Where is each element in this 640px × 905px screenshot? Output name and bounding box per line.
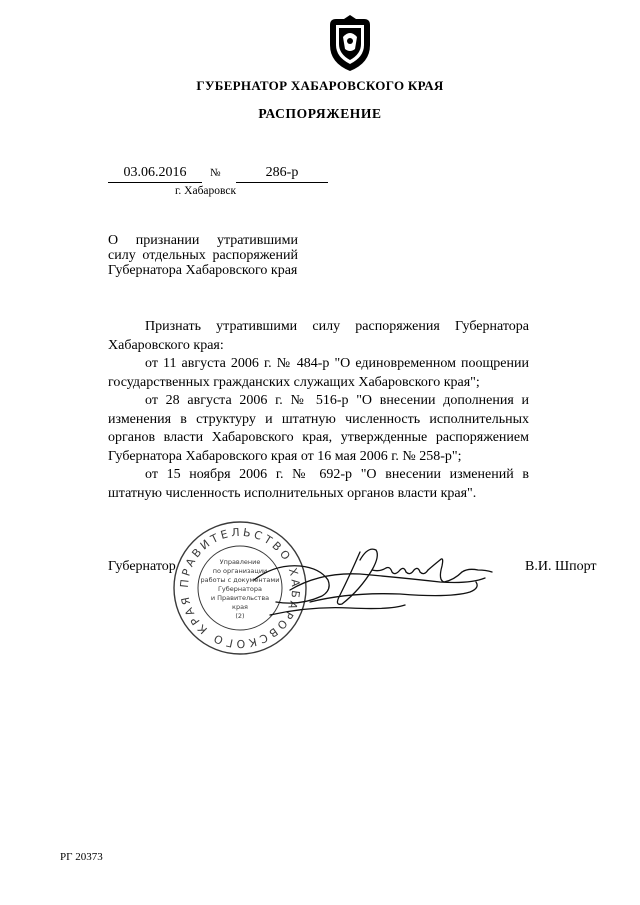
body-paragraph: Признать утратившими силу распоряжения Губернатора Хабаровского края:: [108, 319, 529, 353]
number-sign: №: [210, 167, 221, 179]
body-paragraph: от 11 августа 2006 г. № 484-р "О единовременном поощрении государственных гражданских служащих Хабаровского края";: [108, 356, 529, 390]
document-body: [108, 318, 529, 503]
stamp-line: Управление: [219, 558, 261, 566]
signatory-name: В.И. Шпорт: [525, 559, 597, 574]
registration-number: РГ 20373: [60, 851, 103, 863]
document-type-heading: РАСПОРЯЖЕНИЕ: [258, 106, 382, 121]
body-paragraph: от 28 августа 2006 г. № 516-р "О внесении дополнения и изменения в структуру и штатную численность исполнительных органов власти Хабаровского края, утвержденные распоряжением Губернатора Хабаровского края от 16 мая 2006 г. № 258-р";: [108, 393, 529, 464]
stamp-line: Губернатора: [217, 585, 263, 593]
organization-heading: ГУБЕРНАТОР ХАБАРОВСКОГО КРАЯ: [196, 78, 444, 93]
stamp-line: и Правительства: [210, 594, 270, 602]
signatory-title: Губернатор: [108, 559, 176, 574]
body-paragraph: от 15 ноября 2006 г. № 692-р "О внесении изменений в штатную численность исполнительных органов власти края".: [108, 467, 529, 501]
document-number: 286-р: [236, 164, 328, 183]
handwritten-signature: [230, 520, 530, 625]
stamp-line: по организации: [212, 567, 268, 575]
document-subject: О признании утратившими силу отдельных распоряжений Губернатора Хабаровского края: [108, 233, 298, 278]
stamp-ring-text: ПРАВИТЕЛЬСТВО ХАБАРОВСКОГО КРАЯ: [177, 525, 303, 651]
stamp-line: края: [232, 603, 248, 611]
document-date: 03.06.2016: [108, 164, 202, 183]
coat-of-arms-emblem: [324, 15, 376, 73]
stamp-line: работы с документами: [200, 576, 280, 584]
stamp-line: (2): [235, 612, 245, 620]
document-city: г. Хабаровск: [175, 185, 237, 197]
